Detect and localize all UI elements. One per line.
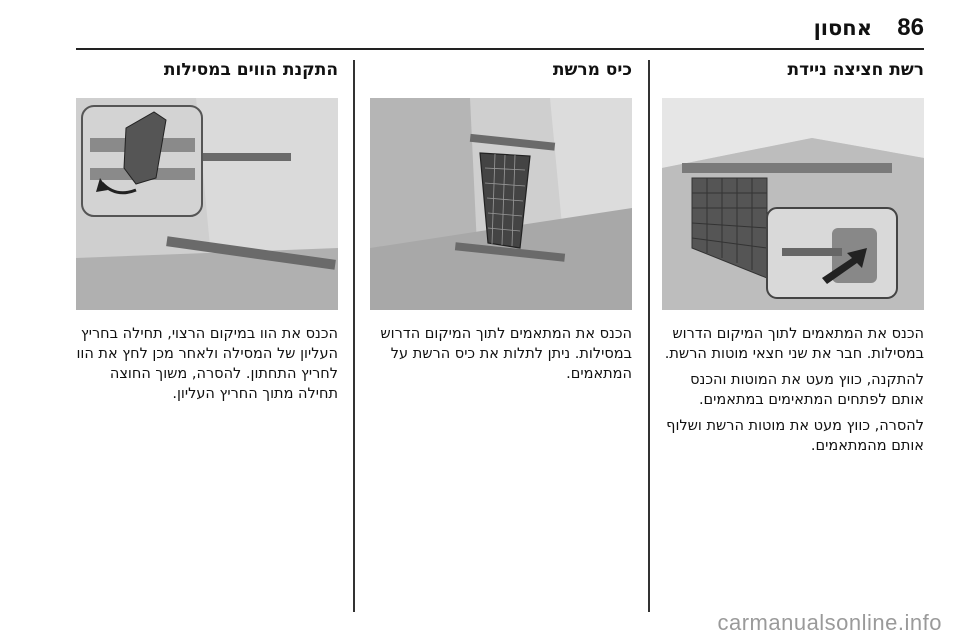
column-hooks [76,60,338,410]
column-net-pocket [370,60,632,390]
hooks-illustration [76,98,338,310]
paragraph: הכנס את המתאמים לתוך המיקום הדרוש במסילות. חבר את שני חצאי מוטות הרשת. [664,326,924,362]
paragraph: להתקנה, כווץ מעט את המוטות והכנס אותם לפתחים המתאימים במתאמים. [690,372,924,408]
net-pocket-illustration [370,98,632,310]
column-partition-net [662,60,924,462]
page-header [0,0,960,52]
paragraph: הכנס את המתאמים לתוך המיקום הדרוש במסילות. ניתן לתלות את כיס הרשת על המתאמים. [380,326,632,382]
column-divider [353,60,355,612]
net-pocket-text [370,324,632,384]
partition-net-illustration [662,98,924,310]
column-divider [648,60,650,612]
paragraph: להסרה, כווץ מעט את מוטות הרשת ושלוף אותם מהמתאמים. [666,418,924,454]
partition-net-text [662,324,924,456]
column-title: רשת חציצה ניידת [787,60,924,80]
column-title: התקנת הווים במסילות [163,60,338,80]
watermark: carmanualsonline.info [717,610,942,635]
paragraph: הכנס את הוו במיקום הרצוי, תחילה בחריץ העליון של המסילה ולאחר מכן לחץ את הוו לחריץ התחתון. להסרה, משוך החוצה תחילה מתוך החריץ העליון. [76,326,338,402]
column-title: כיס מרשת [552,60,632,80]
header-rule [76,48,924,50]
page-number: 86 [897,14,924,41]
section-title: אחסון [813,16,872,40]
hooks-text [76,324,338,404]
